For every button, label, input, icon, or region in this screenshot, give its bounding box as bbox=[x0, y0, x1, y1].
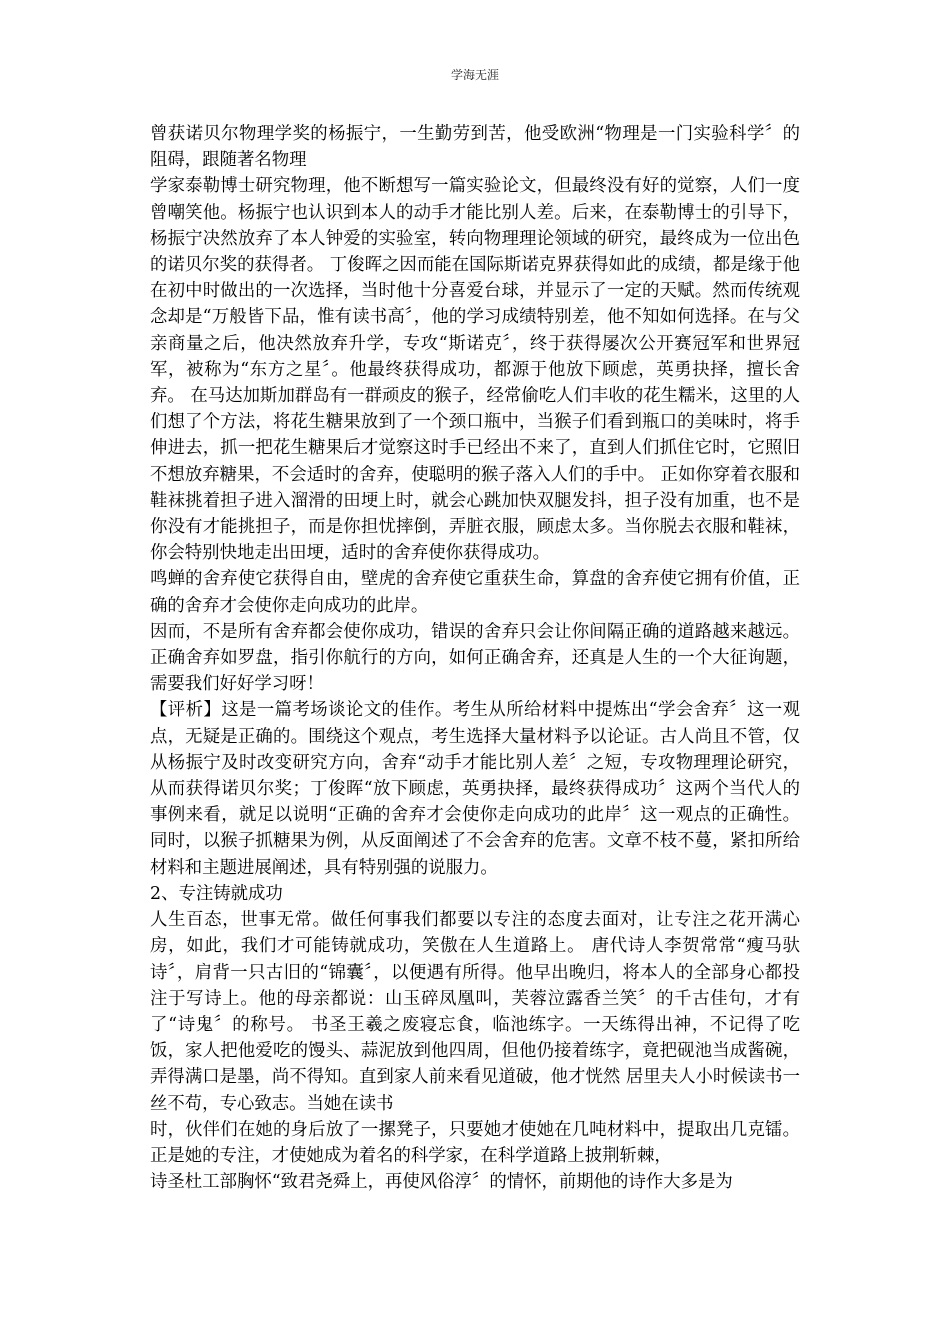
paragraph: 鸣蝉的舍弃使它获得自由，壁虎的舍弃使它重获生命，算盘的舍弃使它拥有价值，正确的舍弃才会使你走向成功的此岸。 bbox=[150, 569, 800, 616]
section-heading: 2、专注铸就成功 bbox=[150, 883, 283, 904]
page-header: 学海无涯 bbox=[450, 68, 499, 82]
paragraph: 学家泰勒博士研究物理，他不断想写一篇实验论文，但最终没有好的觉察，人们一度曾嘲笑他。杨振宁也认识到本人的动手才能比别人差。后来，在泰勒博士的引导下，杨振宁决然放弃了本人钟爱的实验室，转向物理理论领域的研究，最终成为一位出色的诺贝尔奖的获得者。 丁俊晖之因而能在国际斯诺克界获得如此的成绩，都是缘于他在初中时做出的一次选择，当时他十分喜爱台球，并显示了一定的天赋。然而传统观念却是“万般皆下品，惟有读书高〞，他的学习成绩特别差，他不知如何选择。在与父亲商量之后，他决然放弃升学，专攻“斯诺克〞，终于获得屡次公开赛冠军和世界冠军，被称为“东方之星〞。他最终获得成功，都源于他放下顾虑，英勇抉择，擅长舍弃。 在马达加斯加群岛有一群顽皮的猴子，经常偷吃人们丰收的花生糯米，这里的人们想了个方法，将花生糖果放到了一个颈口瓶中，当猴子们看到瓶口的美味时，将手伸进去，抓一把花生糖果后才觉察这时手已经出不来了，直到人们抓住它时，它照旧不想放弃糖果，不会适时的舍弃，使聪明的猴子落入人们的手中。 正如你穿着衣服和鞋袜挑着担子进入溜滑的田埂上时，就会心跳加快双腿发抖，担子没有加重，也不是你没有才能挑担子，而是你担忧摔倒，弄脏衣服，顾虑太多。当你脱去衣服和鞋袜，你会特别快地走出田埂，适时的舍弃使你获得成功。 bbox=[150, 176, 800, 564]
paragraph: 诗圣杜工部胸怀“致君尧舜上，再使风俗淳〞的情怀，前期他的诗作大多是为 bbox=[150, 1172, 733, 1193]
document-body bbox=[150, 121, 800, 1195]
paragraph: 曾获诺贝尔物理学奖的杨振宁，一生勤劳到苦，他受欧洲“物理是一门实验科学〞的阻碍，跟随著名物理 bbox=[150, 124, 800, 171]
paragraph: 【评析】这是一篇考场谈论文的佳作。考生从所给材料中提炼出“学会舍弃〞这一观点，无疑是正确的。围绕这个观点，考生选择大量材料予以论证。古人尚且不管，仅从杨振宁及时改变研究方向，舍弃“动手才能比别人差〞之短，专攻物理理论研究，从而获得诺贝尔奖；丁俊晖“放下顾虑，英勇抉择，最终获得成功〞这两个当代人的事例来看，就足以说明“正确的舍弃才会使你走向成功的此岸〞这一观点的正确性。同时，以猴子抓糖果为例，从反面阐述了不会舍弃的危害。文章不枝不蔓，紧扣所给材料和主题进展阐述，具有特别强的说服力。 bbox=[150, 700, 800, 878]
paragraph: 因而，不是所有舍弃都会使你成功，错误的舍弃只会让你间隔正确的道路越来越远。正确舍弃如罗盘，指引你航行的方向，如何正确舍弃，还真是人生的一个大征询题，需要我们好好学习呀！ bbox=[150, 621, 800, 695]
paragraph: 时，伙伴们在她的身后放了一摞凳子，只要她才使她在几吨材料中，提取出几克镭。正是她的专注，才使她成为着名的科学家，在科学道路上披荆斩棘， bbox=[150, 1119, 800, 1166]
paragraph: 人生百态，世事无常。做任何事我们都要以专注的态度去面对，让专注之花开满心房，如此，我们才可能铸就成功，笑傲在人生道路上。 唐代诗人李贺常常“瘦马驮诗〞，肩背一只古旧的“锦囊〞，以便遇有所得。他早出晚归，将本人的全部身心都投注于写诗上。他的母亲都说：山玉碎凤凰叫，芙蓉泣露香兰笑〞的千古佳句，才有了“诗鬼〞的称号。 书圣王羲之废寝忘食，临池练字。一天练得出神，不记得了吃饭，家人把他爱吃的馒头、蒜泥放到他四周，但他仍接着练字，竟把砚池当成酱碗，弄得满口是墨，尚不得知。直到家人前来看见道破，他才恍然 居里夫人小时候读书一丝不苟，专心致志。当她在读书 bbox=[150, 910, 800, 1114]
